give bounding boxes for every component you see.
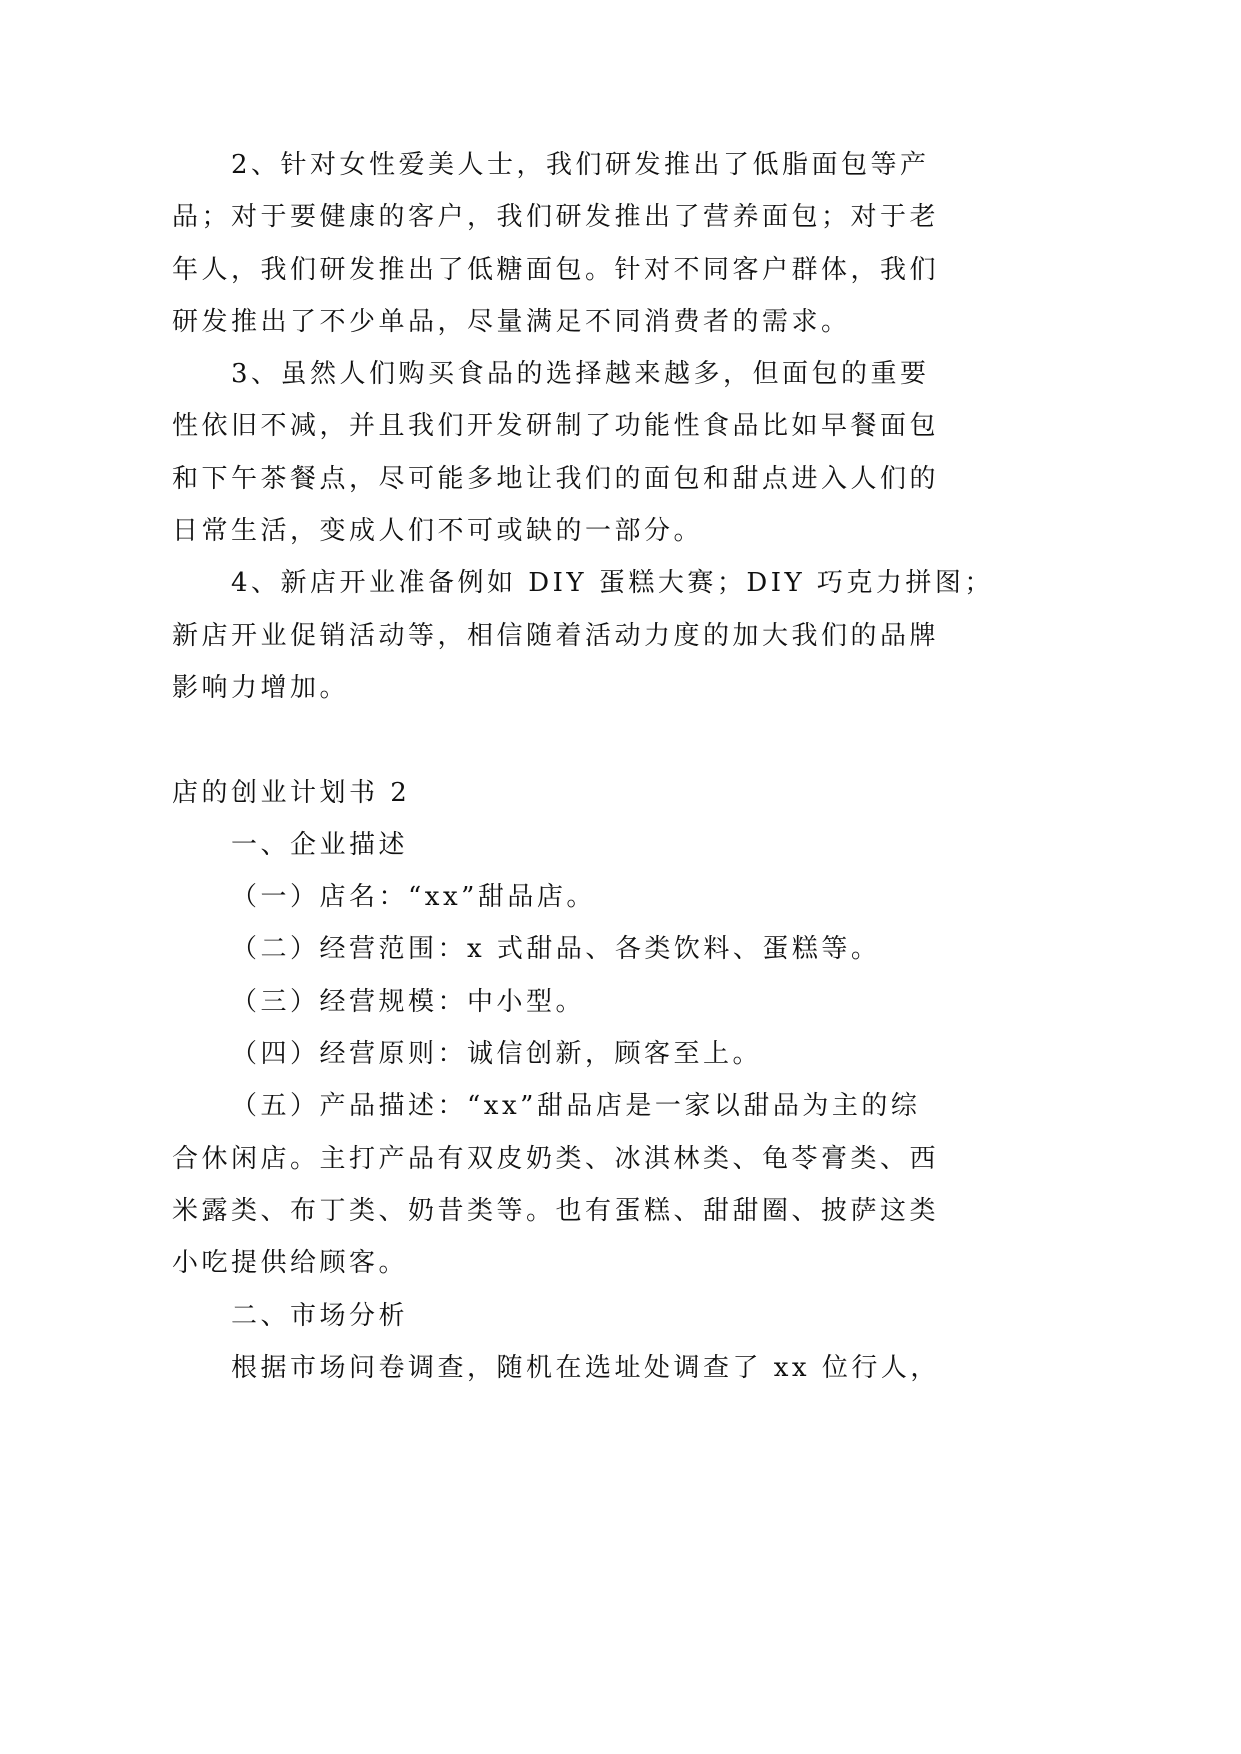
text-line: 日常生活，变成人们不可或缺的一部分。 (172, 516, 704, 547)
item-business-principle: （四）经营原则：诚信创新，顾客至上。 (231, 1039, 763, 1070)
text-line: 和下午茶餐点，尽可能多地让我们的面包和甜点进入人们的 (172, 463, 940, 494)
section-title: 店的创业计划书 2 (172, 777, 411, 808)
blank-line (172, 714, 1241, 766)
text-line: 合休闲店。主打产品有双皮奶类、冰淇林类、龟苓膏类、西 (172, 1143, 940, 1174)
text-line: 米露类、布丁类、奶昔类等。也有蛋糕、甜甜圈、披萨这类 (172, 1195, 940, 1226)
text-line: 品；对于要健康的客户，我们研发推出了营养面包；对于老 (172, 202, 940, 233)
text-line: 性依旧不减，并且我们开发研制了功能性食品比如早餐面包 (172, 411, 940, 442)
paragraph-opening-events (172, 557, 1241, 714)
paragraph-product-lines (172, 139, 1241, 348)
text-line: 年人，我们研发推出了低糖面包。针对不同客户群体，我们 (172, 254, 940, 285)
paragraph-functional-food (172, 348, 1241, 557)
text-line: 新店开业促销活动等，相信随着活动力度的加大我们的品牌 (172, 620, 940, 651)
heading-market-analysis: 二、市场分析 (231, 1300, 409, 1331)
text-line: （五）产品描述：“xx”甜品店是一家以甜品为主的综 (231, 1091, 921, 1122)
text-line: 研发推出了不少单品，尽量满足不同消费者的需求。 (172, 306, 851, 337)
text-line: 小吃提供给顾客。 (172, 1248, 409, 1279)
item-shop-name: （一）店名：“xx”甜品店。 (231, 882, 596, 913)
text-line: 根据市场问卷调查，随机在选址处调查了 xx 位行人， (231, 1352, 940, 1383)
text-line: 影响力增加。 (172, 672, 350, 703)
heading-enterprise-description: 一、企业描述 (231, 829, 409, 860)
enterprise-items (172, 871, 1241, 1080)
text-line: 4、新店开业准备例如 DIY 蛋糕大赛；DIY 巧克力拼图； (231, 568, 994, 599)
text-line: 3、虽然人们购买食品的选择越来越多，但面包的重要 (231, 359, 930, 390)
item-business-scope: （二）经营范围：x 式甜品、各类饮料、蛋糕等。 (231, 934, 881, 965)
paragraph-market-survey (172, 1342, 1241, 1394)
paragraph-product-description (172, 1080, 1241, 1289)
item-business-scale: （三）经营规模：中小型。 (231, 986, 586, 1017)
text-line: 2、针对女性爱美人士，我们研发推出了低脂面包等产 (231, 150, 930, 180)
